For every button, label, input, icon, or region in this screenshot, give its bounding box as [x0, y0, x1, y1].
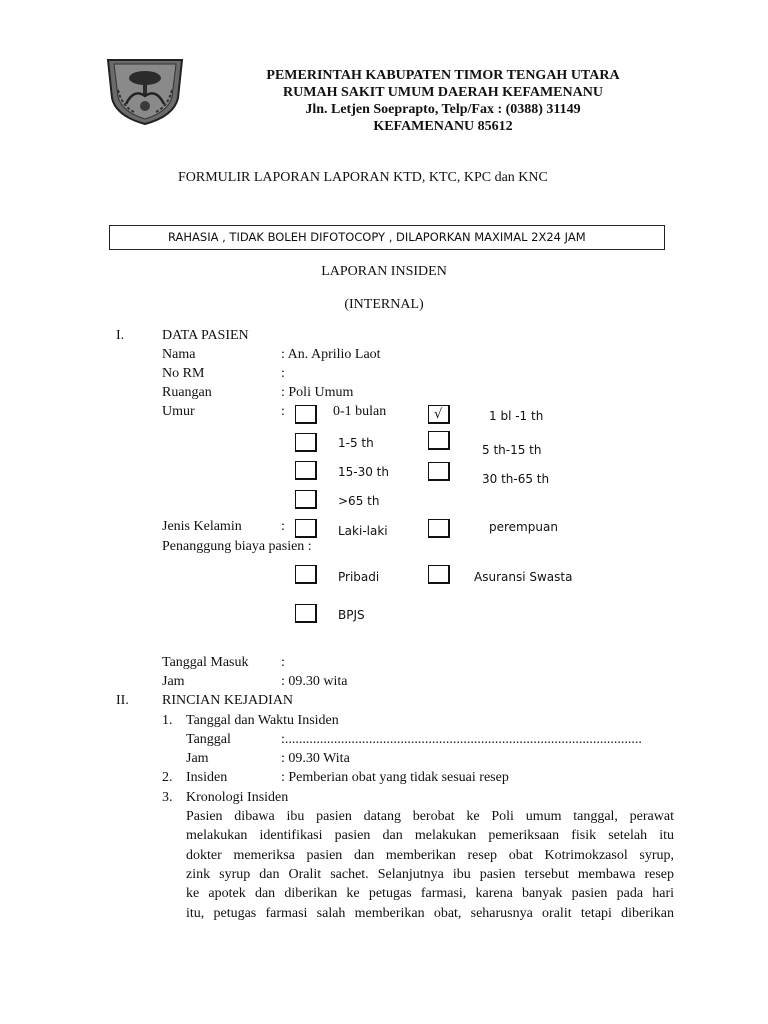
penanggung-biaya-label: Penanggung biaya pasien : — [162, 539, 312, 554]
payer-pribadi-label: Pribadi — [338, 570, 380, 584]
kronologi-line: ke apotek dan diberikan ke petugas farmasi, karena banyak pasien pada hari — [186, 886, 674, 901]
gender-male-label: Laki-laki — [338, 524, 388, 538]
gender-female-checkbox[interactable] — [428, 519, 450, 538]
age-1bl-1th-label: 1 bl -1 th — [489, 409, 544, 423]
header-address: Jln. Letjen Soeprapto, Telp/Fax : (0388) 31149 — [305, 102, 581, 117]
kronologi-line: itu, petugas farmasi salah memberikan obat, seharusnya oralit tetapi diberikan — [186, 906, 674, 921]
checkmark-icon: √ — [434, 407, 443, 422]
item-2-value: : Pemberian obat yang tidak sesuai resep — [281, 770, 509, 785]
age-1bl-1th-checkbox[interactable] — [428, 405, 450, 424]
header-hospital-name: RUMAH SAKIT UMUM DAERAH KEFAMENANU — [283, 85, 603, 100]
section-1-title: DATA PASIEN — [162, 328, 249, 343]
header-city-postcode: KEFAMENANU 85612 — [373, 119, 513, 134]
age-15-30-th-label: 15-30 th — [338, 465, 389, 479]
regency-emblem-logo — [104, 54, 186, 126]
age-5-15-th-label: 5 th-15 th — [482, 443, 542, 457]
payer-bpjs-checkbox[interactable] — [295, 604, 317, 623]
payer-asuransi-checkbox[interactable] — [428, 565, 450, 584]
jam-masuk-value: : 09.30 wita — [281, 674, 348, 689]
no-rm-label: No RM — [162, 366, 205, 381]
nama-value: : An. Aprilio Laot — [281, 347, 381, 362]
payer-pribadi-checkbox[interactable] — [295, 565, 317, 584]
kronologi-line: melakukan identifikasi pasien dan melakukan pemeriksaan fisik setelah itu — [186, 828, 674, 843]
tanggal-masuk-label: Tanggal Masuk — [162, 655, 249, 670]
header-government-name: PEMERINTAH KABUPATEN TIMOR TENGAH UTARA — [266, 68, 620, 83]
insiden-tanggal-value: :...................................................................................................... — [281, 732, 642, 747]
gender-male-checkbox[interactable] — [295, 519, 317, 538]
nama-label: Nama — [162, 347, 196, 362]
form-title: FORMULIR LAPORAN LAPORAN KTD, KTC, KPC dan KNC — [178, 170, 548, 185]
umur-label: Umur — [162, 404, 195, 419]
insiden-jam-label: Jam — [186, 751, 209, 766]
report-title: LAPORAN INSIDEN — [321, 264, 447, 279]
age-15-30-th-checkbox[interactable] — [295, 461, 317, 480]
age-1-5-th-label: 1-5 th — [338, 436, 374, 450]
confidential-notice-text: RAHASIA , TIDAK BOLEH DIFOTOCOPY , DILAPORKAN MAXIMAL 2X24 JAM — [168, 230, 586, 244]
section-2-number: II. — [116, 693, 129, 708]
gender-female-label: perempuan — [489, 520, 558, 534]
tanggal-masuk-value: : — [281, 655, 285, 670]
item-1-title: Tanggal dan Waktu Insiden — [186, 713, 339, 728]
age-30-65-th-checkbox[interactable] — [428, 462, 450, 481]
jenis-kelamin-colon: : — [281, 519, 285, 534]
payer-asuransi-label: Asuransi Swasta — [474, 570, 573, 584]
kronologi-line: Pasien dibawa ibu pasien datang berobat ke Poli umum tanggal, perawat — [186, 809, 674, 824]
jam-masuk-label: Jam — [162, 674, 185, 689]
item-3-title: Kronologi Insiden — [186, 790, 289, 805]
age-5-15-th-checkbox[interactable] — [428, 431, 450, 450]
age-0-1-bulan-label: 0-1 bulan — [333, 404, 387, 419]
item-2-number: 2. — [162, 770, 173, 785]
umur-colon: : — [281, 404, 285, 419]
section-2-title: RINCIAN KEJADIAN — [162, 693, 294, 708]
age-over-65-label: >65 th — [338, 494, 380, 508]
section-1-number: I. — [116, 328, 125, 343]
age-over-65-checkbox[interactable] — [295, 490, 317, 509]
kronologi-line: zink syrup dan Oralit sachet. Selanjutnya ibu pasien tersebut membawa resep — [186, 867, 674, 882]
item-1-number: 1. — [162, 713, 173, 728]
ruangan-value: : Poli Umum — [281, 385, 354, 400]
insiden-tanggal-label: Tanggal — [186, 732, 231, 747]
age-1-5-th-checkbox[interactable] — [295, 433, 317, 452]
no-rm-value: : — [281, 366, 285, 381]
item-3-number: 3. — [162, 790, 173, 805]
age-0-1-bulan-checkbox[interactable] — [295, 405, 317, 424]
kronologi-line: dokter memeriksa pasien dan memberikan resep obat Kotrimokzasol syrup, — [186, 848, 674, 863]
ruangan-label: Ruangan — [162, 385, 212, 400]
payer-bpjs-label: BPJS — [338, 608, 365, 622]
report-subtitle: (INTERNAL) — [344, 297, 424, 312]
age-30-65-th-label: 30 th-65 th — [482, 472, 550, 486]
jenis-kelamin-label: Jenis Kelamin — [162, 519, 242, 534]
insiden-jam-value: : 09.30 Wita — [281, 751, 350, 766]
item-2-label: Insiden — [186, 770, 228, 785]
